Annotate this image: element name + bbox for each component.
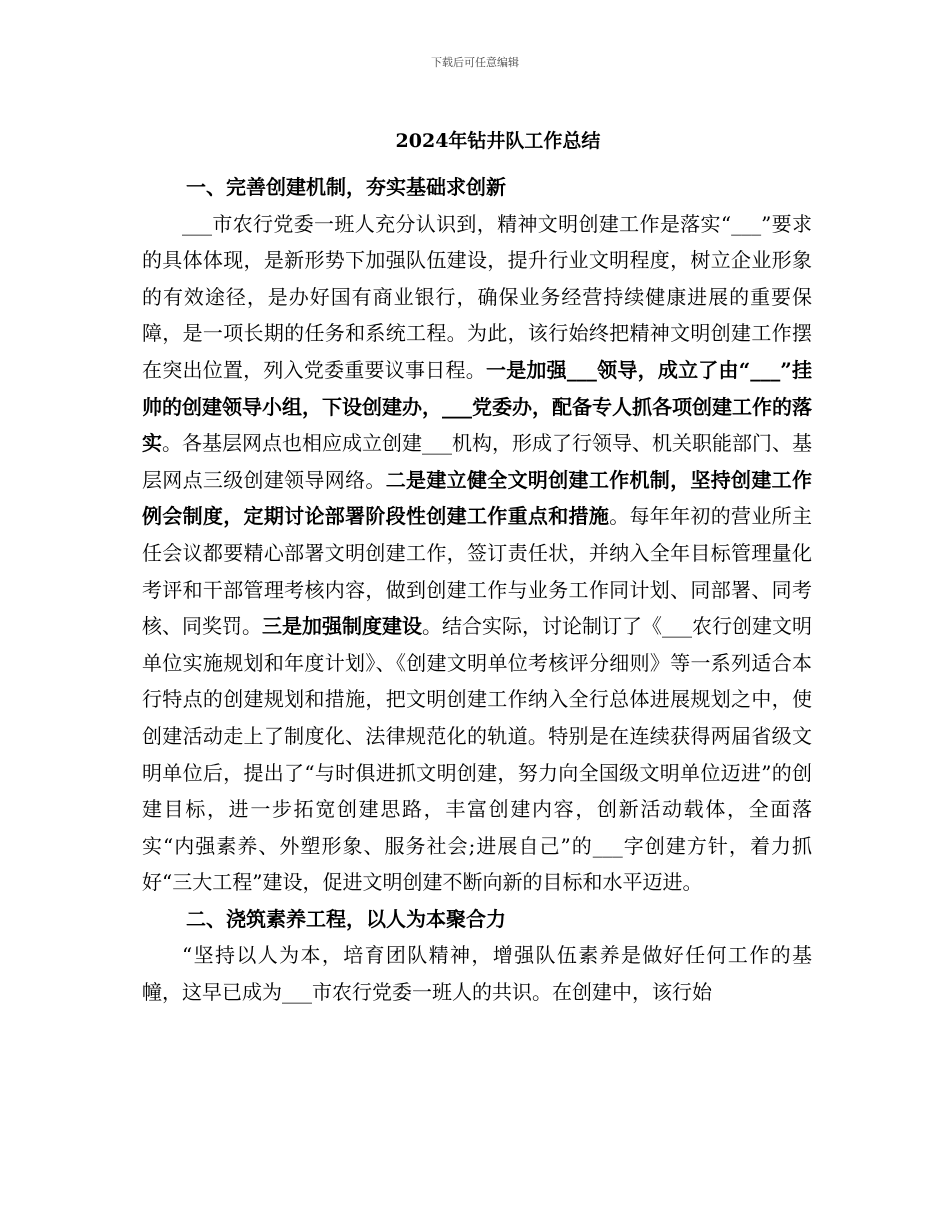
document-body [142, 169, 812, 1011]
document-title: 2024年钻井队工作总结 [395, 130, 601, 152]
paragraph-text: 。每年年初的营业所主任会议都要精心部署文明创建工作，签订责任状，并纳入全年目标管理量化考评和干部管理考核内容，做到创建工作与业务工作同计划、同部署、同考核、同奖罚。 [142, 504, 812, 639]
header-note: 下载后可任意编辑 [431, 56, 519, 69]
paragraph-text: 。结合实际，讨论制订了《___农行创建文明单位实施规划和年度计划》、《创建文明单位考核评分细则》等一系列适合本行特点的创建规划和措施，把文明创建工作纳入全行总体进展规划之中，使创建活动走上了制度化、法律规范化的轨道。特别是在连续获得两届省级文明单位后，提出了“与时俱进抓文明创建，努力向全国级文明单位迈进”的创建目标，进一步拓宽创建思路，丰富创建内容，创新活动载体，全面落实“内强素养、外塑形象、服务社会;进展自己”的___字创建方针，着力抓好“三大工程”建设，促进文明创建不断向新的目标和水平迈进。 [142, 614, 812, 895]
section-paragraph-1 [142, 206, 812, 901]
paragraph-text: “坚持以人为本，培育团队精神，增强队伍素养是做好任何工作的基幢，这早已成为___市农行党委一班人的共识。在创建中，该行始 [142, 943, 812, 1005]
section-heading-2: 二、浇筑素养工程，以人为本聚合力 [186, 906, 506, 931]
emphasis-text: 二是建立健全文明创建工作机制，坚持创建工作例会制度，定期讨论部署阶段性创建工作重点和措施 [142, 467, 812, 529]
section-heading-1: 一、完善创建机制，夯实基础求创新 [186, 175, 506, 199]
paragraph-text: ___市农行党委一班人充分认识到，精神文明创建工作是落实“___”要求的具体体现，是新形势下加强队伍建设，提升行业文明程度，树立企业形象的有效途径，是办好国有商业银行，确保业务经营持续健康进展的重要保障，是一项长期的任务和系统工程。为此，该行始终把精神文明创建工作摆在突出位置，列入党委重要议事日程。 [142, 211, 812, 382]
emphasis-text: 一是加强___领导，成立了由“___”挂帅的创建领导小组，下设创建办，___党委办，配备专人抓各项创建工作的落实 [142, 357, 813, 456]
section-paragraph-2 [142, 937, 812, 1010]
emphasis-text: 三是加强制度建设 [262, 614, 422, 639]
paragraph-text: 。各基层网点也相应成立创建___机构，形成了行领导、机关职能部门、基层网点三级创建领导网络。 [142, 431, 812, 492]
